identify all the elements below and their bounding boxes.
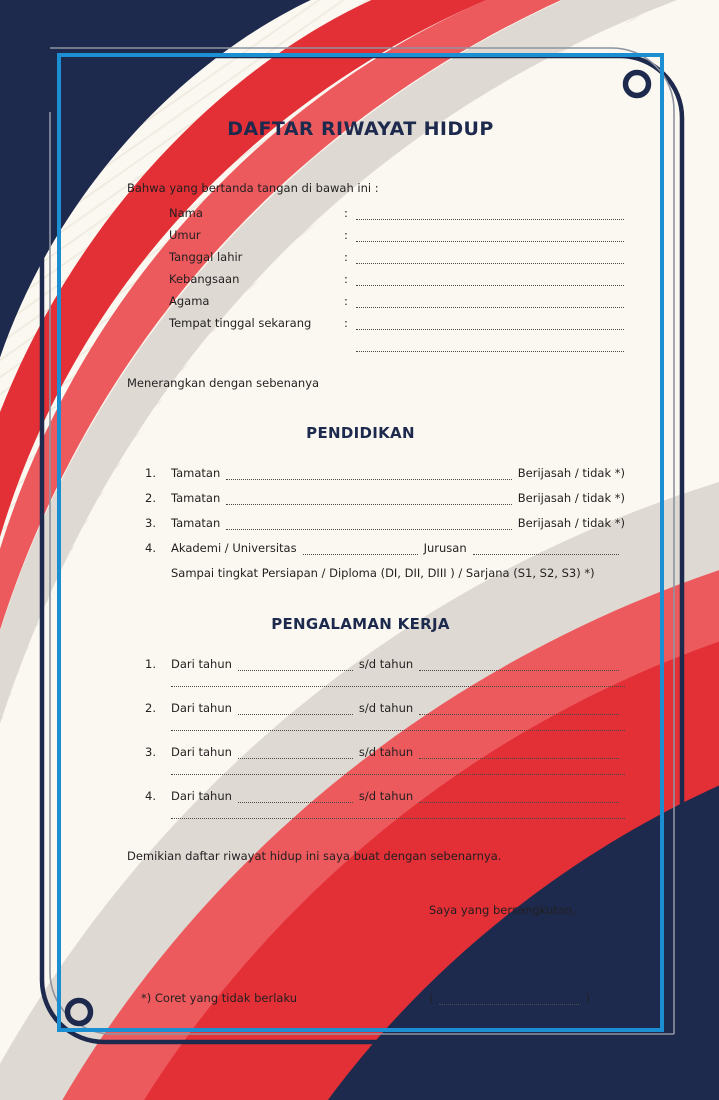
signature-close-paren: ) bbox=[585, 991, 590, 1005]
education-heading: PENDIDIKAN bbox=[306, 424, 415, 442]
footer-row bbox=[141, 991, 662, 1005]
intro-text: Bahwa yang bertanda tangan di bawah ini : bbox=[127, 181, 379, 195]
year-from-input-line[interactable] bbox=[238, 702, 353, 715]
item-label: Dari tahun bbox=[171, 701, 232, 715]
item-middle-label: Jurusan bbox=[423, 541, 467, 555]
experience-continuation-line[interactable] bbox=[171, 671, 625, 687]
identity-label: Kebangsaan bbox=[169, 272, 240, 286]
item-number: 1. bbox=[145, 466, 156, 480]
item-middle-label: s/d tahun bbox=[358, 657, 414, 671]
identity-input-line[interactable] bbox=[356, 228, 624, 242]
item-label: Dari tahun bbox=[171, 789, 232, 803]
identity-label-empty bbox=[169, 338, 344, 360]
year-from-input-line[interactable] bbox=[238, 658, 353, 671]
year-from-input-line[interactable] bbox=[238, 746, 353, 759]
item-tail-option: Berijasah / tidak *) bbox=[517, 466, 625, 480]
identity-colon-empty bbox=[344, 338, 356, 360]
identity-continuation-line[interactable] bbox=[356, 338, 624, 352]
identity-label: Agama bbox=[169, 294, 210, 308]
identity-input-line[interactable] bbox=[356, 272, 624, 286]
table-row bbox=[169, 250, 624, 272]
year-to-input-line[interactable] bbox=[419, 702, 619, 715]
item-number: 1. bbox=[145, 657, 156, 671]
list-item bbox=[145, 491, 625, 505]
identity-colon: : bbox=[344, 228, 348, 242]
footnote-text: *) Coret yang tidak berlaku bbox=[141, 991, 298, 1005]
year-from-input-line[interactable] bbox=[238, 790, 353, 803]
list-item bbox=[145, 657, 625, 687]
table-row bbox=[169, 272, 624, 294]
university-input-line[interactable] bbox=[303, 542, 418, 555]
item-label: Tamatan bbox=[171, 491, 221, 505]
list-item bbox=[145, 541, 625, 580]
item-number: 3. bbox=[145, 745, 156, 759]
year-to-input-line[interactable] bbox=[419, 658, 619, 671]
item-tail-option: Berijasah / tidak *) bbox=[517, 516, 625, 530]
identity-colon: : bbox=[344, 316, 348, 330]
education-input-line[interactable] bbox=[226, 467, 511, 480]
list-item bbox=[145, 466, 625, 480]
item-label: Akademi / Universitas bbox=[171, 541, 297, 555]
identity-label: Umur bbox=[169, 228, 201, 242]
closing-statement: Demikian daftar riwayat hidup ini saya buat dengan sebenarnya. bbox=[127, 849, 502, 863]
identity-colon: : bbox=[344, 206, 348, 220]
item-middle-label: s/d tahun bbox=[358, 789, 414, 803]
item-number: 3. bbox=[145, 516, 156, 530]
list-item bbox=[145, 701, 625, 731]
item-number: 2. bbox=[145, 701, 156, 715]
major-input-line[interactable] bbox=[473, 542, 619, 555]
experience-heading: PENGALAMAN KERJA bbox=[271, 615, 450, 633]
signer-label: Saya yang bersangkutan, bbox=[429, 903, 576, 917]
item-middle-label: s/d tahun bbox=[358, 745, 414, 759]
identity-input-line[interactable] bbox=[356, 294, 624, 308]
item-label: Tamatan bbox=[171, 516, 221, 530]
page-title: DAFTAR RIWAYAT HIDUP bbox=[227, 118, 494, 140]
signature-name-line[interactable] bbox=[439, 992, 581, 1005]
year-to-input-line[interactable] bbox=[419, 790, 619, 803]
identity-colon: : bbox=[344, 250, 348, 264]
item-tail-option: Berijasah / tidak *) bbox=[517, 491, 625, 505]
declaration-text: Menerangkan dengan sebenanya bbox=[127, 376, 320, 390]
table-row bbox=[169, 228, 624, 250]
year-to-input-line[interactable] bbox=[419, 746, 619, 759]
education-input-line[interactable] bbox=[226, 517, 511, 530]
item-middle-label: s/d tahun bbox=[358, 701, 414, 715]
experience-continuation-line[interactable] bbox=[171, 715, 625, 731]
list-item bbox=[145, 516, 625, 530]
table-row bbox=[169, 316, 624, 338]
experience-list bbox=[145, 657, 625, 819]
signature-name-block bbox=[429, 991, 590, 1005]
item-number: 4. bbox=[145, 541, 156, 555]
experience-continuation-line[interactable] bbox=[171, 759, 625, 775]
education-list bbox=[145, 466, 625, 580]
item-label: Dari tahun bbox=[171, 745, 232, 759]
university-level-note: Sampai tingkat Persiapan / Diploma (DI, DII, DIII ) / Sarjana (S1, S2, S3) *) bbox=[171, 566, 595, 580]
identity-colon: : bbox=[344, 272, 348, 286]
education-input-line[interactable] bbox=[226, 492, 511, 505]
identity-label: Nama bbox=[169, 206, 203, 220]
identity-label: Tempat tinggal sekarang bbox=[169, 316, 312, 330]
table-row bbox=[169, 206, 624, 228]
table-row bbox=[169, 338, 624, 360]
table-row bbox=[169, 294, 624, 316]
identity-input-line[interactable] bbox=[356, 250, 624, 264]
experience-continuation-line[interactable] bbox=[171, 803, 625, 819]
document-body bbox=[59, 55, 662, 1030]
item-number: 2. bbox=[145, 491, 156, 505]
item-label: Tamatan bbox=[171, 466, 221, 480]
identity-fields-table bbox=[169, 206, 624, 360]
identity-label: Tanggal lahir bbox=[169, 250, 243, 264]
identity-input-line[interactable] bbox=[356, 206, 624, 220]
list-item bbox=[145, 789, 625, 819]
list-item bbox=[145, 745, 625, 775]
identity-colon: : bbox=[344, 294, 348, 308]
item-label: Dari tahun bbox=[171, 657, 232, 671]
item-number: 4. bbox=[145, 789, 156, 803]
signature-open-paren: ( bbox=[429, 991, 434, 1005]
identity-input-line[interactable] bbox=[356, 316, 624, 330]
